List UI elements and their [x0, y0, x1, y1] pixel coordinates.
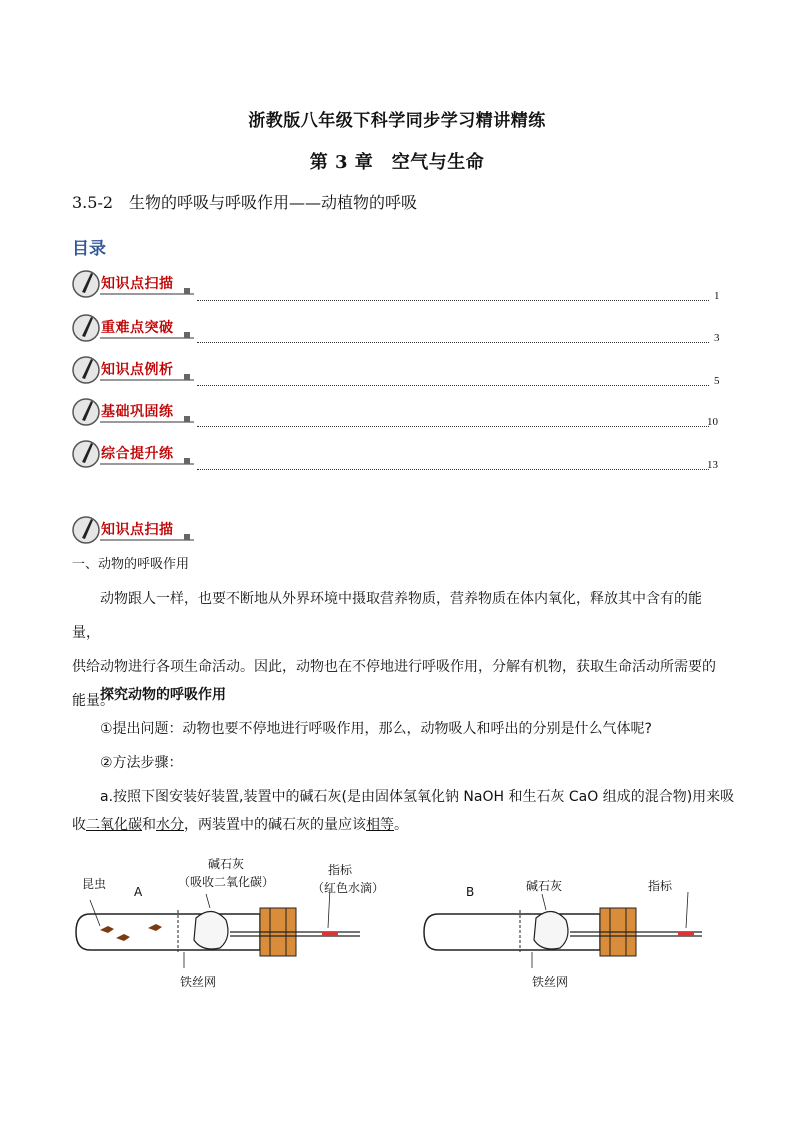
toc-leader — [197, 342, 709, 343]
step-a-line1: a.按照下图安装好装置,装置中的碱石灰(是由固体氢氧化钠 NaOH 和生石灰 CaO 组成的混合物)用来吸 — [100, 789, 735, 805]
label-indicator-a: 指标 — [328, 863, 353, 877]
text-span: 收 — [72, 817, 86, 833]
insect-icon — [100, 926, 114, 933]
toc-item-label: 知识点例析 — [101, 362, 174, 378]
label-soda-lime-b: 碱石灰 — [526, 879, 563, 893]
apparatus-a — [76, 888, 360, 968]
toc-item-knowledge-scan[interactable] — [72, 268, 196, 300]
label-a: A — [134, 885, 143, 899]
toc-leader — [197, 469, 709, 470]
toc-item-label: 知识点扫描 — [101, 276, 174, 292]
paragraph-line: 供给动物进行各项生命活动。因此，动物也在不停地进行呼吸作用，分解有机物，获取生命活动所需要的 — [72, 659, 716, 675]
label-insect: 昆虫 — [82, 877, 107, 891]
explore-title: 探究动物的呼吸作用 — [100, 687, 226, 703]
label-mesh-a: 铁丝网 — [180, 975, 217, 989]
step-question: ①提出问题：动物也要不停地进行呼吸作用，那么，动物吸人和呼出的分别是什么气体呢? — [100, 721, 652, 737]
step-method: ②方法步骤： — [100, 755, 183, 771]
text-span: ，两装置中的碱石灰的量应该 — [184, 817, 366, 833]
insect-icon — [116, 934, 130, 941]
paragraph-line: 能量。 — [72, 693, 114, 709]
toc-item-label: 重难点突破 — [101, 320, 174, 336]
step-a-line2 — [72, 808, 722, 842]
toc-page-number: 1 — [714, 290, 720, 302]
label-soda-lime-a: 碱石灰 — [208, 857, 245, 871]
series-title: 浙教版八年级下科学同步学习精讲精练 — [248, 111, 546, 131]
toc-item-advanced-practice[interactable] — [72, 438, 196, 470]
label-indicator-b: 指标 — [648, 879, 673, 893]
section-badge-label: 知识点扫描 — [101, 522, 174, 538]
toc-item-examples[interactable] — [72, 354, 196, 386]
toc-leader — [197, 300, 709, 301]
toc-page-number: 5 — [714, 375, 720, 387]
toc-leader — [197, 426, 709, 427]
experiment-figure — [60, 848, 720, 998]
answer-water: 水分 — [156, 817, 184, 833]
apparatus-b — [424, 892, 702, 968]
toc-item-label: 基础巩固练 — [101, 404, 174, 420]
label-indicator-note: （红色水滴） — [312, 881, 385, 895]
section-badge-knowledge-scan — [72, 514, 196, 546]
soda-lime-bag-b — [534, 911, 568, 949]
toc-heading: 目录 — [72, 239, 106, 259]
insect-icon — [148, 924, 162, 931]
paragraph-line: 动物跟人一样，也要不断地从外界环境中摄取营养物质，营养物质在体内氧化，释放其中含有的能量， — [72, 591, 702, 641]
label-soda-lime-note: （吸收二氧化碳） — [178, 875, 275, 889]
text-span: 和 — [142, 817, 156, 833]
section-title: 3.5-2 生物的呼吸与呼吸作用——动植物的呼吸 — [72, 193, 418, 212]
subheading: 一、动物的呼吸作用 — [72, 557, 190, 572]
toc-item-key-points[interactable] — [72, 312, 196, 344]
text-span: 。 — [394, 817, 408, 833]
toc-page-number: 13 — [707, 459, 718, 471]
toc-page-number: 10 — [707, 416, 718, 428]
soda-lime-bag-a — [194, 911, 228, 949]
label-b: B — [466, 885, 475, 899]
toc-item-basic-practice[interactable] — [72, 396, 196, 428]
toc-page-number: 3 — [714, 332, 720, 344]
chapter-title: 第 3 章 空气与生命 — [309, 152, 485, 173]
answer-carbon-dioxide: 二氧化碳 — [86, 817, 142, 833]
toc-leader — [197, 385, 709, 386]
toc-item-label: 综合提升练 — [101, 446, 174, 462]
answer-equal: 相等 — [366, 817, 394, 833]
label-mesh-b: 铁丝网 — [532, 975, 569, 989]
